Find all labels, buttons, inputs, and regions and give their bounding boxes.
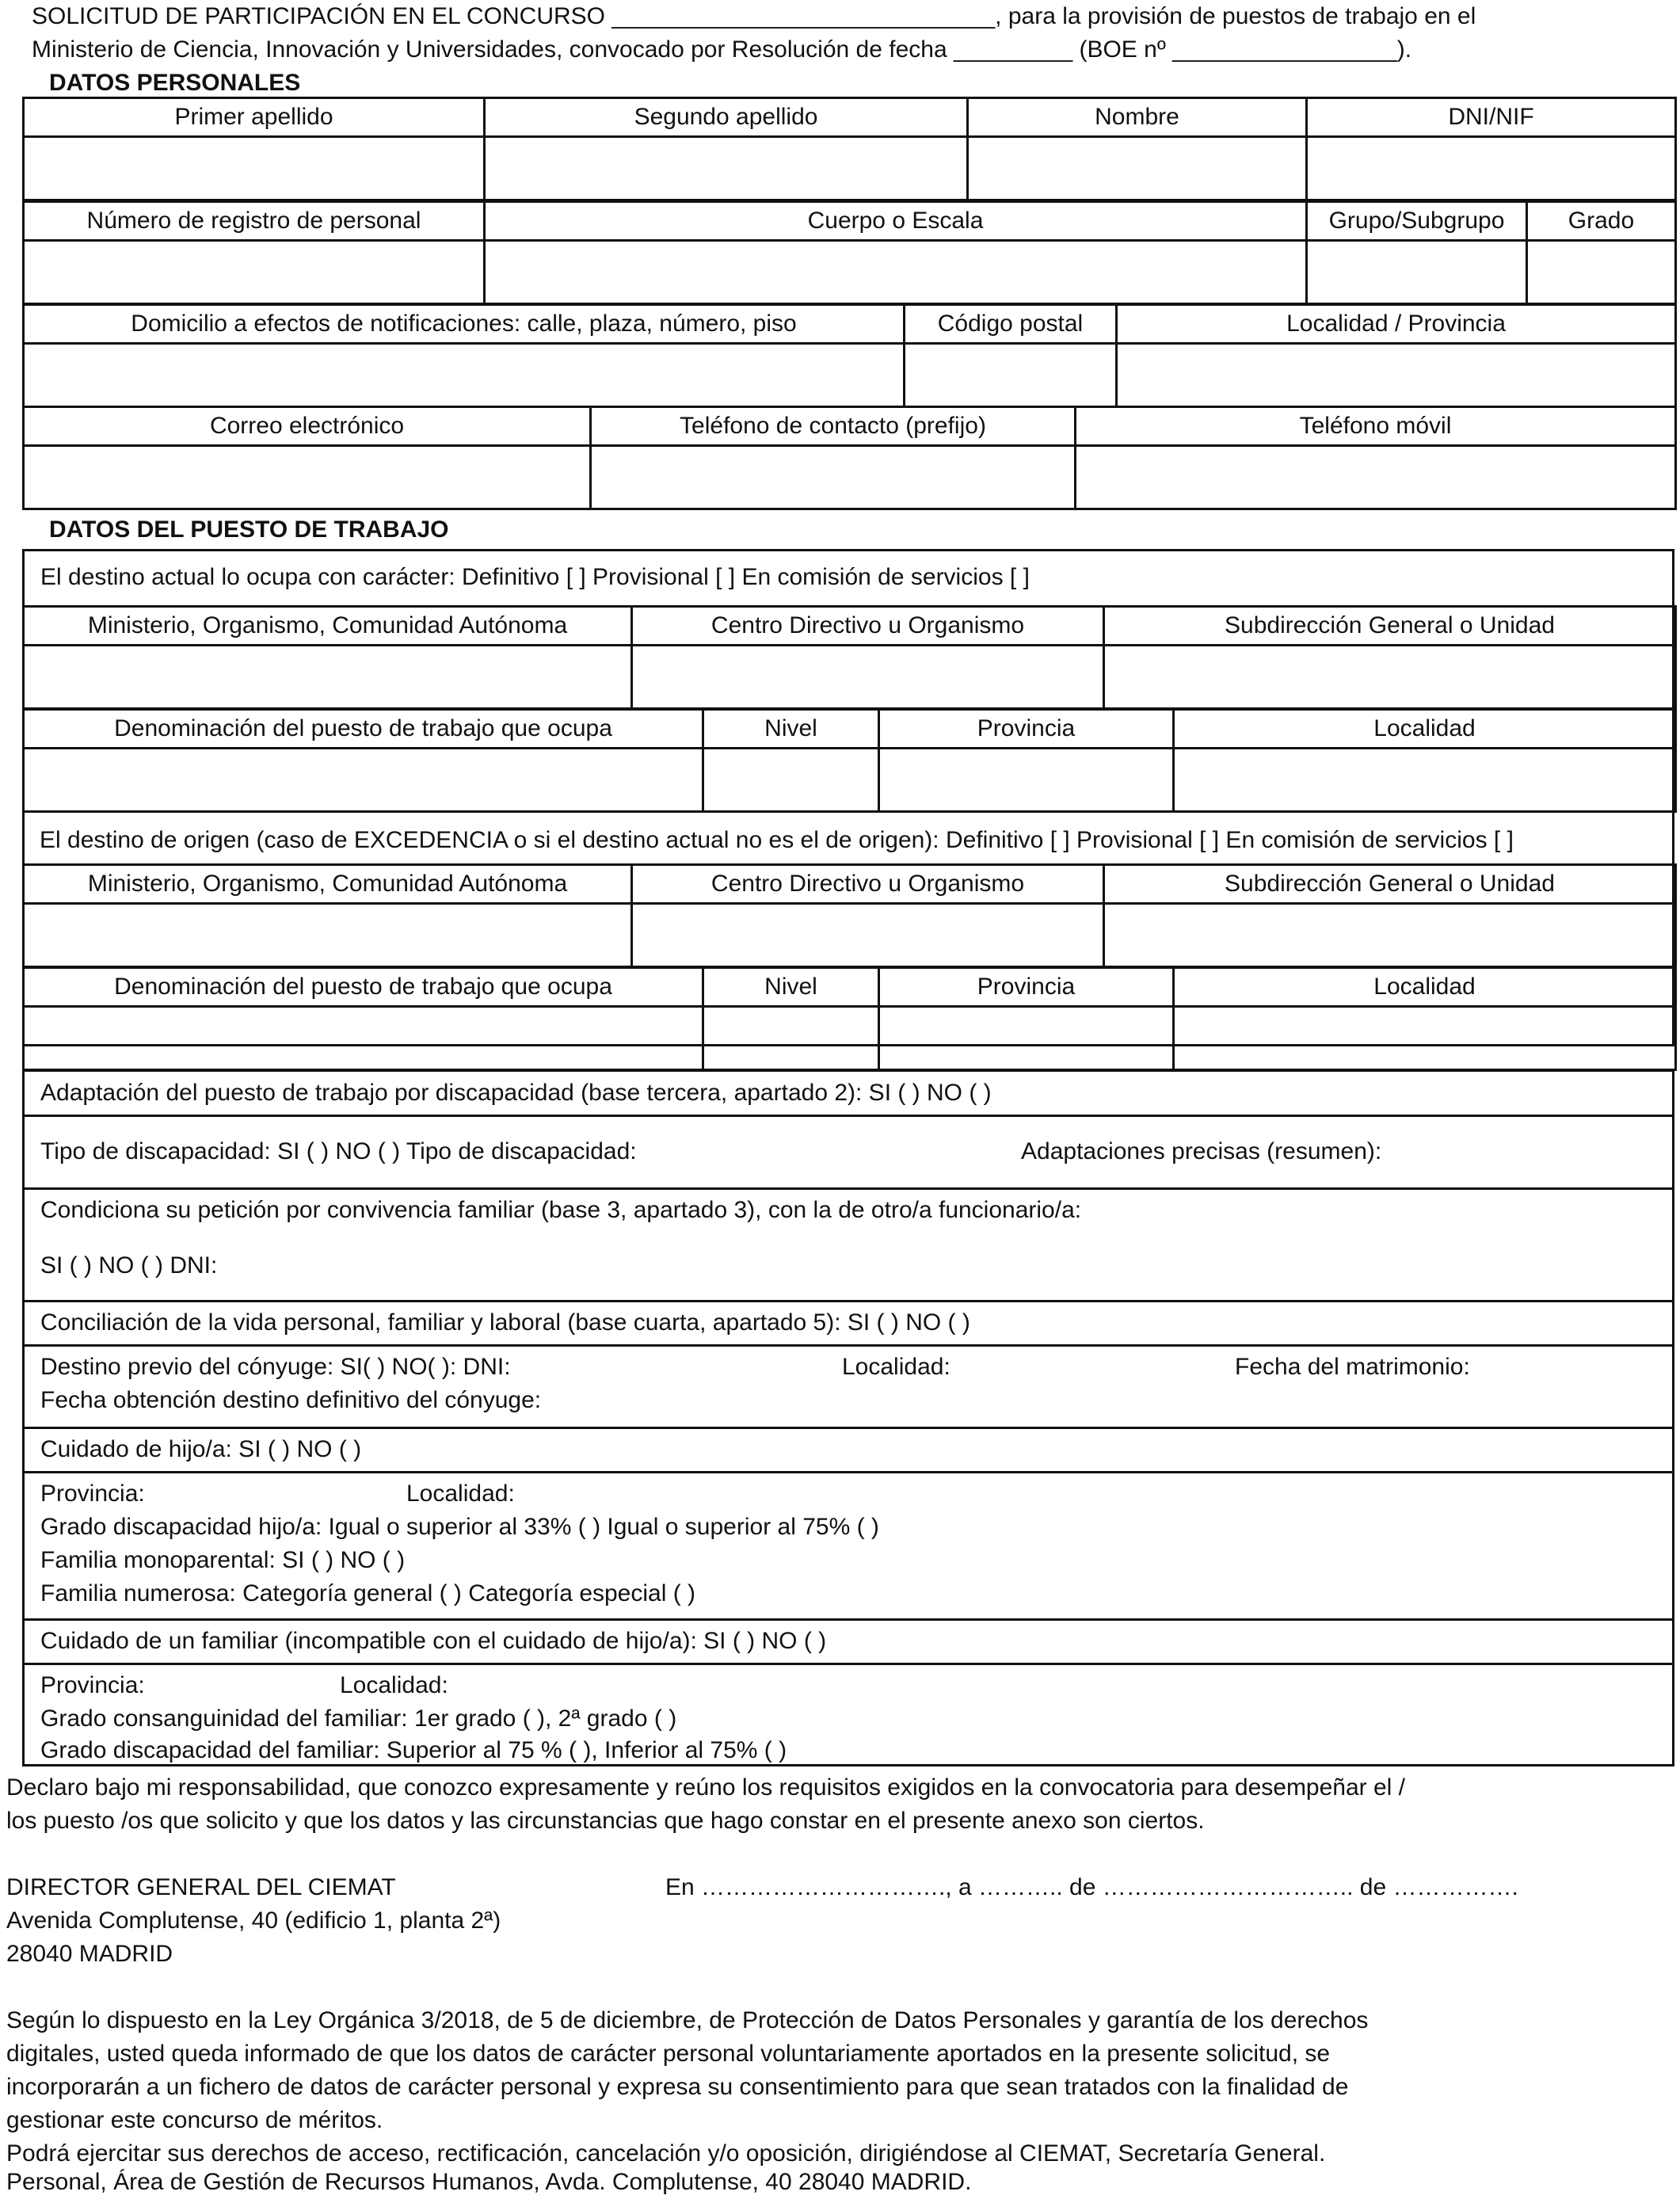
field-subdireccion[interactable]: [1104, 646, 1676, 709]
label-origin-centro: Centro Directivo u Organismo: [632, 865, 1104, 904]
lopd-line-1: Según lo dispuesto en la Ley Orgánica 3/2018, de 5 de diciembre, de Protección de Datos Personales y garantía de los derechos: [6, 2007, 1369, 2033]
address-line-2: Avenida Complutense, 40 (edificio 1, planta 2ª): [6, 1907, 501, 1934]
field-centro-directivo[interactable]: [632, 646, 1104, 709]
label-origin-denominacion: Denominación del puesto de trabajo que ocupa: [24, 968, 703, 1007]
field-origin-provincia[interactable]: [879, 1007, 1174, 1070]
condiciona-line: Condiciona su petición por convivencia familiar (base 3, apartado 3), con la de otro/a funcionario/a:: [40, 1197, 1082, 1223]
personal-data-table-3: [22, 303, 1677, 408]
conditions-box: [22, 1069, 1674, 1766]
header-line-2: Ministerio de Ciencia, Innovación y Universidades, convocado por Resolución de fecha _________ (BOE nº _________________).: [32, 36, 1412, 63]
label-origin-nivel: Nivel: [703, 968, 879, 1007]
label-dni: DNI/NIF: [1307, 98, 1676, 137]
label-telefono: Teléfono de contacto (prefijo): [591, 407, 1076, 446]
fam-consanguinidad-line: Grado consanguinidad del familiar: 1er grado ( ), 2ª grado ( ): [40, 1705, 677, 1732]
field-localidad-provincia[interactable]: [1117, 344, 1676, 407]
cuidado-hijo-line: Cuidado de hijo/a: SI ( ) NO ( ): [40, 1436, 362, 1462]
field-nombre[interactable]: [968, 137, 1307, 200]
label-correo: Correo electrónico: [24, 407, 591, 446]
fam-localidad: Localidad:: [340, 1672, 448, 1698]
lopd-line-6: Personal, Área de Gestión de Recursos Humanos, Avda. Complutense, 40 28040 MADRID.: [6, 2169, 972, 2195]
tipo-discapacidad-line: Tipo de discapacidad: SI ( ) NO ( ) Tipo de discapacidad:: [40, 1138, 637, 1164]
current-org-table: [22, 605, 1677, 710]
conyuge-line: Destino previo del cónyuge: SI( ) NO( ): DNI:: [40, 1354, 511, 1380]
conyuge-definitivo-line: Fecha obtención destino definitivo del cónyuge:: [40, 1387, 542, 1413]
field-localidad[interactable]: [1174, 749, 1676, 812]
field-codigo-postal[interactable]: [905, 344, 1117, 407]
field-origin-subdireccion[interactable]: [1104, 904, 1676, 967]
field-cuerpo-escala[interactable]: [485, 241, 1307, 304]
label-localidad-provincia: Localidad / Provincia: [1117, 305, 1676, 344]
field-origin-nivel[interactable]: [703, 1007, 879, 1070]
field-origin-centro[interactable]: [632, 904, 1104, 967]
personal-data-table: [22, 97, 1677, 201]
fam-provincia: Provincia:: [40, 1672, 145, 1698]
conyuge-localidad: Localidad:: [842, 1354, 950, 1380]
label-movil: Teléfono móvil: [1076, 407, 1676, 446]
field-numero-registro[interactable]: [24, 241, 485, 304]
label-origin-ministerio: Ministerio, Organismo, Comunidad Autónoma: [24, 865, 632, 904]
label-grado: Grado: [1527, 202, 1676, 241]
field-grupo[interactable]: [1307, 241, 1527, 304]
field-nivel[interactable]: [703, 749, 879, 812]
lopd-line-2: digitales, usted queda informado de que los datos de carácter personal voluntariamente aportados en la presente solicitud, se: [6, 2041, 1331, 2067]
field-movil[interactable]: [1076, 446, 1676, 509]
field-domicilio[interactable]: [24, 344, 905, 407]
hijo-provincia: Provincia:: [40, 1481, 145, 1507]
label-subdireccion: Subdirección General o Unidad: [1104, 607, 1676, 646]
origin-org-table: [22, 863, 1677, 968]
field-dni[interactable]: [1307, 137, 1676, 200]
declaro-line-2: los puesto /os que solicito y que los datos y las circunstancias que hago constar en el presente anexo son ciertos.: [6, 1808, 1205, 1834]
field-primer-apellido[interactable]: [24, 137, 485, 200]
label-nivel: Nivel: [703, 710, 879, 749]
label-denominacion: Denominación del puesto de trabajo que ocupa: [24, 710, 703, 749]
field-origin-localidad[interactable]: [1174, 1007, 1676, 1070]
label-provincia: Provincia: [879, 710, 1174, 749]
current-post-table: [22, 708, 1677, 813]
personal-data-table-4: [22, 406, 1677, 510]
field-origin-ministerio[interactable]: [24, 904, 632, 967]
label-primer-apellido: Primer apellido: [24, 98, 485, 137]
label-nombre: Nombre: [968, 98, 1307, 137]
place-date-line: En …………………………., a ……….. de ………………………….. de …………….: [665, 1874, 1518, 1900]
label-origin-provincia: Provincia: [879, 968, 1174, 1007]
lopd-line-3: incorporarán a un fichero de datos de carácter personal y expresa su consentimiento para que sean tratados con la finalidad de: [6, 2074, 1349, 2100]
label-domicilio: Domicilio a efectos de notificaciones: calle, plaza, número, piso: [24, 305, 905, 344]
label-ministerio: Ministerio, Organismo, Comunidad Autónoma: [24, 607, 632, 646]
current-destino-line: El destino actual lo ocupa con carácter: Definitivo [ ] Provisional [ ] En comisión de servicios [ ]: [40, 564, 1030, 590]
job-section-title: DATOS DEL PUESTO DE TRABAJO: [49, 516, 449, 543]
conyuge-fecha-matrimonio: Fecha del matrimonio:: [1235, 1354, 1470, 1380]
field-segundo-apellido[interactable]: [485, 137, 968, 200]
field-denominacion[interactable]: [24, 749, 703, 812]
address-line-3: 28040 MADRID: [6, 1941, 173, 1967]
origin-destino-line: El destino de origen (caso de EXCEDENCIA o si el destino actual no es el de origen): Definitivo [ ] Provisional [ ] En comisión de servicios [ ]: [40, 827, 1514, 853]
label-localidad: Localidad: [1174, 710, 1676, 749]
adaptacion-line: Adaptación del puesto de trabajo por discapacidad (base tercera, apartado 2): SI ( ) NO ( ): [40, 1080, 992, 1106]
field-provincia[interactable]: [879, 749, 1174, 812]
address-line-1: DIRECTOR GENERAL DEL CIEMAT: [6, 1874, 396, 1900]
label-segundo-apellido: Segundo apellido: [485, 98, 968, 137]
label-numero-registro: Número de registro de personal: [24, 202, 485, 241]
label-origin-localidad: Localidad: [1174, 968, 1676, 1007]
personal-data-table-2: [22, 200, 1677, 305]
declaro-line-1: Declaro bajo mi responsabilidad, que conozco expresamente y reúno los requisitos exigidos en la convocatoria para desempeñar el /: [6, 1774, 1406, 1801]
field-correo[interactable]: [24, 446, 591, 509]
label-codigo-postal: Código postal: [905, 305, 1117, 344]
hijo-grado-line: Grado discapacidad hijo/a: Igual o superior al 33% ( ) Igual o superior al 75% ( ): [40, 1514, 879, 1540]
fam-discapacidad-line: Grado discapacidad del familiar: Superior al 75 % ( ), Inferior al 75% ( ): [40, 1737, 787, 1763]
cuidado-familiar-line: Cuidado de un familiar (incompatible con el cuidado de hijo/a): SI ( ) NO ( ): [40, 1628, 827, 1654]
origin-post-table: [22, 966, 1677, 1071]
label-origin-subdireccion: Subdirección General o Unidad: [1104, 865, 1676, 904]
label-cuerpo-escala: Cuerpo o Escala: [485, 202, 1307, 241]
monoparental-line: Familia monoparental: SI ( ) NO ( ): [40, 1547, 406, 1573]
conciliacion-line: Conciliación de la vida personal, familiar y laboral (base cuarta, apartado 5): SI ( ) NO ( ): [40, 1309, 970, 1336]
field-telefono[interactable]: [591, 446, 1076, 509]
hijo-localidad: Localidad:: [406, 1481, 515, 1507]
field-grado[interactable]: [1527, 241, 1676, 304]
personal-section-title: DATOS PERSONALES: [49, 70, 301, 96]
lopd-line-5: Podrá ejercitar sus derechos de acceso, rectificación, cancelación y/o oposición, dirigiéndose al CIEMAT, Secretaría General.: [6, 2140, 1326, 2167]
lopd-line-4: gestionar este concurso de méritos.: [6, 2107, 383, 2133]
adaptaciones-label: Adaptaciones precisas (resumen):: [1021, 1138, 1382, 1164]
header-line-1: SOLICITUD DE PARTICIPACIÓN EN EL CONCURSO _____________________________, para la provisión de puestos de trabajo en el: [32, 3, 1476, 29]
label-grupo: Grupo/Subgrupo: [1307, 202, 1527, 241]
field-origin-denominacion[interactable]: [24, 1007, 703, 1070]
field-ministerio[interactable]: [24, 646, 632, 709]
condiciona-si-no-line: SI ( ) NO ( ) DNI:: [40, 1252, 218, 1279]
numerosa-line: Familia numerosa: Categoría general ( ) Categoría especial ( ): [40, 1580, 696, 1606]
label-centro-directivo: Centro Directivo u Organismo: [632, 607, 1104, 646]
